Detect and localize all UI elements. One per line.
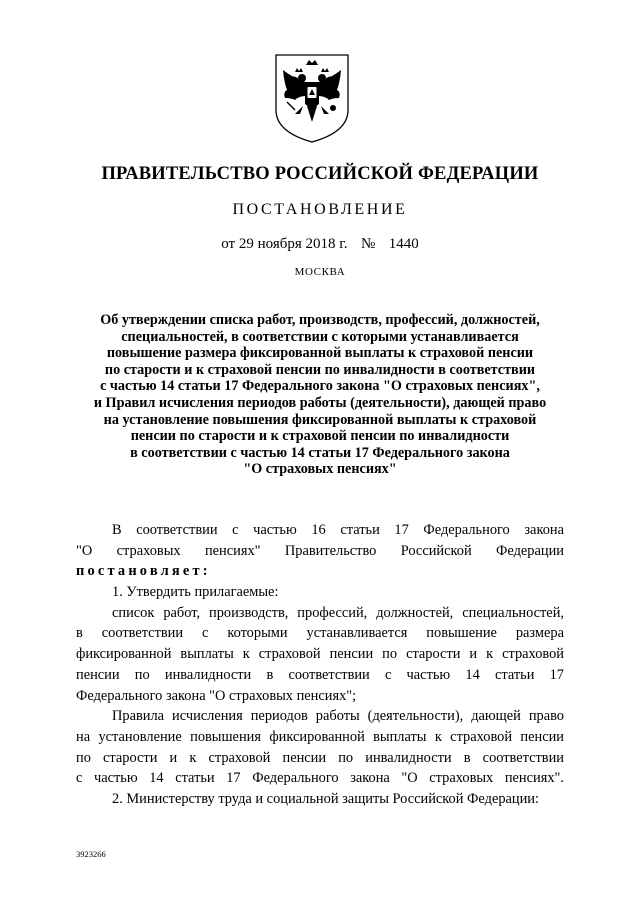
document-code: 3923266 xyxy=(76,849,106,859)
body-line: фиксированной выплаты к страховой пенсии по старости и к страховой xyxy=(76,646,564,663)
subject-line: "О страховых пенсиях" xyxy=(243,461,397,478)
subject-line: Об утверждении списка работ, производств, профессий, должностей, xyxy=(100,312,540,328)
body-line: с частью 14 статьи 17 Федерального закона "О страховых пенсиях". xyxy=(76,770,564,787)
subject-line: пенсии по старости и к страховой пенсии по инвалидности xyxy=(130,428,510,445)
government-title: ПРАВИТЕЛЬСТВО РОССИЙСКОЙ ФЕДЕРАЦИИ xyxy=(101,164,539,184)
document-number: 1440 xyxy=(388,236,419,252)
subject-line: в соответствии с частью 14 статьи 17 Федерального закона xyxy=(130,444,510,461)
body-line: Правила исчисления периодов работы (деятельности), дающей право xyxy=(112,708,564,725)
body-line: список работ, производств, профессий, должностей, специальностей, xyxy=(112,604,564,621)
body-line: на установление повышения фиксированной выплаты к страховой пенсии xyxy=(76,728,564,745)
body-line: пенсии по инвалидности в соответствии с частью 14 статьи 17 xyxy=(76,666,564,683)
subject-line: по старости и к страховой пенсии по инвалидности в соответствии xyxy=(104,361,536,378)
city-name: МОСКВА xyxy=(294,266,346,278)
body-line: В соответствии с частью 16 статьи 17 Федерального закона xyxy=(112,522,564,538)
subject-line: на установление повышения фиксированной выплаты к страховой xyxy=(103,411,537,428)
resolution-word: постановляет: xyxy=(76,563,211,580)
body-line: в соответствии с которыми устанавливается повышение размера xyxy=(76,625,564,642)
document-subject xyxy=(70,312,570,478)
number-sign: № xyxy=(360,236,376,252)
document-date: от 29 ноября 2018 г. xyxy=(221,236,348,252)
document-body xyxy=(76,520,564,810)
subject-line: повышение размера фиксированной выплаты к страховой пенсии xyxy=(106,345,534,362)
document-type: ПОСТАНОВЛЕНИЕ xyxy=(232,201,408,218)
subject-line: с частью 14 статьи 17 Федерального закона "О страховых пенсиях", xyxy=(100,378,540,395)
body-line: Федерального закона "О страховых пенсиях"; xyxy=(76,687,357,704)
coat-of-arms-emblem xyxy=(273,52,351,144)
body-line: 1. Утвердить прилагаемые: xyxy=(112,584,279,601)
subject-line: специальностей, в соответствии с которыми устанавливается xyxy=(121,328,519,345)
body-line: по старости и к страховой пенсии по инвалидности в соответствии xyxy=(76,749,564,766)
body-line: "О страховых пенсиях" Правительство Российской Федерации xyxy=(76,542,564,559)
subject-line: и Правил исчисления периодов работы (деятельности), дающей право xyxy=(93,394,547,411)
body-line: 2. Министерству труда и социальной защиты Российской Федерации: xyxy=(112,790,540,807)
date-number-line xyxy=(0,236,640,253)
